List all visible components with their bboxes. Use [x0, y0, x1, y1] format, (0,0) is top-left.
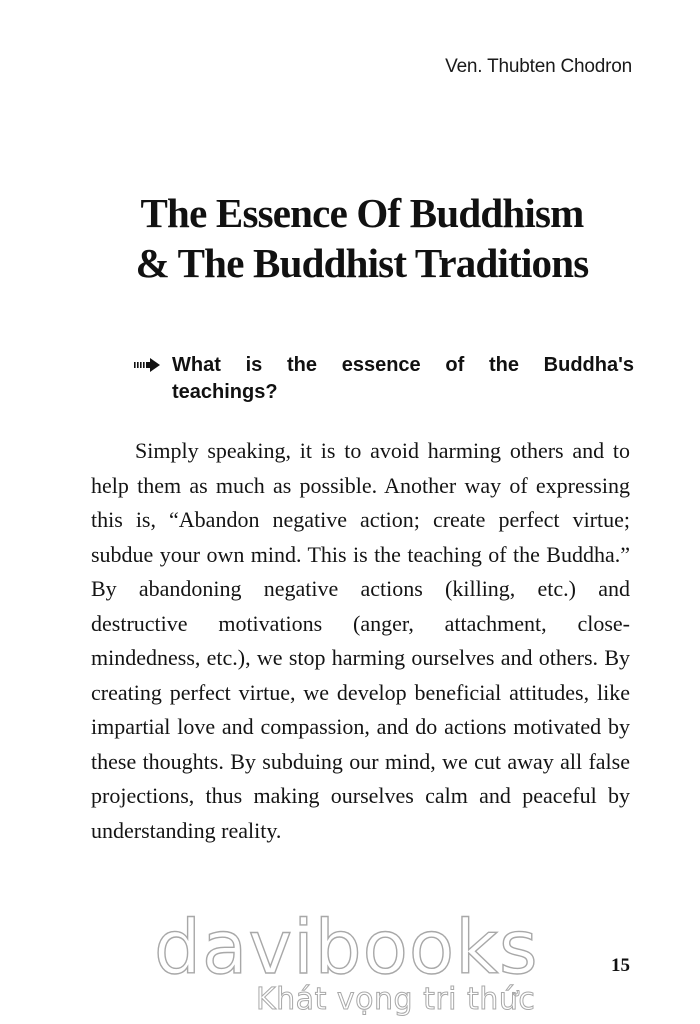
- chapter-title-line-1: The Essence Of Buddhism: [140, 190, 584, 236]
- question-heading: [134, 352, 634, 406]
- body-paragraph: Simply speaking, it is to avoid harming others and to help them as much as possible. Another way of expressing this is, “Abandon negative action; create perfect virtue; subdue your own mind. This is the teaching of the Buddha.” By abandoning negative actions (killing, etc.) and destructive motivations (anger, attachment, close-mindedness, etc.), we stop harming ourselves and others. By creating perfect virtue, we develop beneficial attitudes, like impartial love and compassion, and do actions motivated by these thoughts. By subduing our mind, we cut away all false projections, thus making ourselves calm and peaceful by understanding reality.: [91, 438, 630, 843]
- publisher-watermark: [150, 905, 550, 1018]
- arrow-bullet-icon: [134, 358, 160, 372]
- page-number: 15: [611, 955, 630, 976]
- watermark-slogan: Khát vọng tri thức: [256, 982, 536, 1017]
- chapter-title-line-2: & The Buddhist Traditions: [135, 240, 589, 286]
- watermark-brand: davibooks: [154, 905, 539, 991]
- chapter-title: [0, 188, 700, 288]
- running-header-author: Ven. Thubten Chodron: [445, 56, 632, 77]
- question-text: What is the essence of the Buddha's teachings?: [172, 354, 634, 403]
